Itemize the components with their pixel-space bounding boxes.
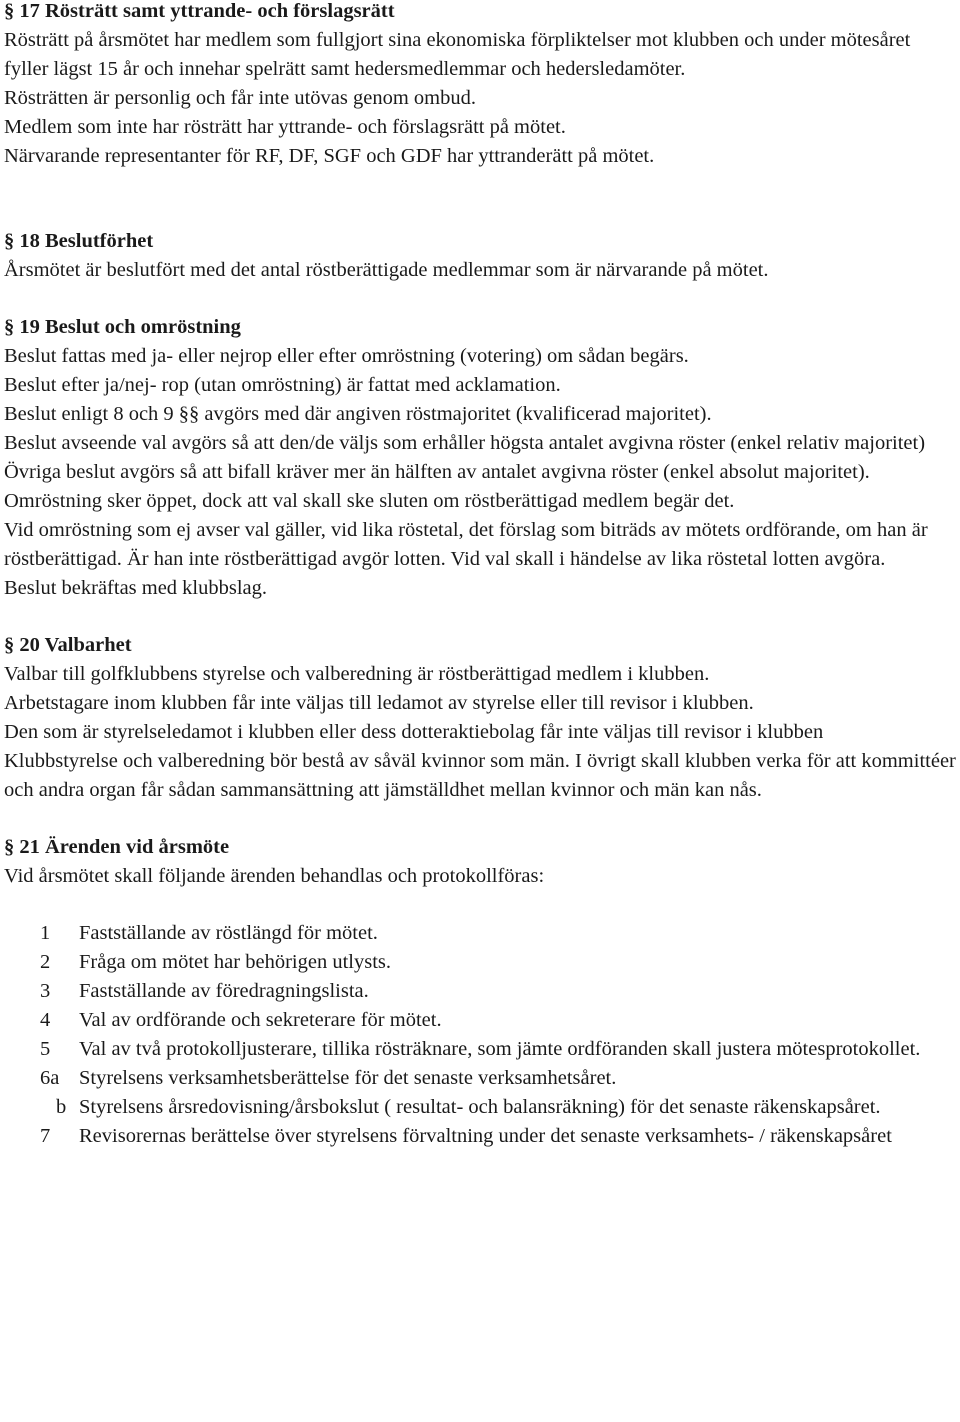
paragraph: Omröstning sker öppet, dock att val skall ske sluten om röstberättigad medlem begär det. <box>4 490 735 512</box>
section-heading: § 17 Rösträtt samt yttrande- och förslagsrätt <box>4 0 395 22</box>
list-item <box>4 919 959 948</box>
paragraph: Medlem som inte har rösträtt har yttrande- och förslagsrätt på mötet. <box>4 116 566 138</box>
list-item-number: b <box>56 1096 67 1118</box>
list-item <box>4 1122 959 1151</box>
list-item <box>4 1064 959 1093</box>
list-item-number: 7 <box>40 1125 51 1147</box>
list-item <box>4 948 959 977</box>
paragraph: Klubbstyrelse och valberedning bör bestå av såväl kvinnor som män. I övrigt skall klubben verka för att kommittéer och andra organ får sådan sammansättning att jämställdhet mellan kvinnor och män kan nås. <box>4 750 956 801</box>
section-spacer <box>4 285 959 313</box>
paragraph: Vid omröstning som ej avser val gäller, vid lika röstetal, det förslag som biträds av mötets ordförande, om han är röstberättigad. Är han inte röstberättigad avgör lotten. Vid val skall i händelse av lika röstetal lotten avgöra. <box>4 519 928 570</box>
section-20 <box>4 631 959 805</box>
paragraph: Beslut bekräftas med klubbslag. <box>4 577 268 599</box>
list-item-number: 3 <box>40 980 51 1002</box>
list-item <box>4 1035 959 1064</box>
paragraph: Beslut enligt 8 och 9 §§ avgörs med där angiven röstmajoritet (kvalificerad majoritet). <box>4 403 712 425</box>
list-item-text: Revisorernas berättelse över styrelsens förvaltning under det senaste verksamhets- / räkenskapsåret <box>79 1125 892 1147</box>
list-item-text: Styrelsens verksamhetsberättelse för det senaste verksamhetsåret. <box>79 1067 617 1089</box>
section-heading: § 21 Ärenden vid årsmöte <box>4 836 230 858</box>
list-item-number: 6a <box>40 1067 60 1089</box>
section-spacer <box>4 805 959 833</box>
paragraph: Beslut fattas med ja- eller nejrop eller efter omröstning (votering) om sådan begärs. <box>4 345 689 367</box>
list-item-text: Fastställande av föredragningslista. <box>79 980 369 1002</box>
list-item-number: 2 <box>40 951 51 973</box>
section-heading: § 18 Beslutförhet <box>4 230 154 252</box>
section-spacer <box>4 171 959 227</box>
paragraph: Vid årsmötet skall följande ärenden behandlas och protokollföras: <box>4 865 545 887</box>
paragraph: Rösträtten är personlig och får inte utövas genom ombud. <box>4 87 476 109</box>
paragraph: Beslut avseende val avgörs så att den/de väljs som erhåller högsta antalet avgivna röster (enkel relativ majoritet) <box>4 432 926 454</box>
list-item-number: 5 <box>40 1038 51 1060</box>
list-item-number: 4 <box>40 1009 51 1031</box>
paragraph: Rösträtt på årsmötet har medlem som fullgjort sina ekonomiska förpliktelser mot klubben och under mötesåret fyller lägst 15 år och innehar spelrätt samt hedersmedlemmar och hedersledamöter. <box>4 29 911 80</box>
paragraph: Närvarande representanter för RF, DF, SGF och GDF har yttranderätt på mötet. <box>4 145 655 167</box>
paragraph: Årsmötet är beslutfört med det antal röstberättigade medlemmar som är närvarande på mötet. <box>4 259 769 281</box>
document-page <box>4 0 959 1151</box>
section-19 <box>4 313 959 603</box>
section-18 <box>4 227 959 285</box>
paragraph: Arbetstagare inom klubben får inte väljas till ledamot av styrelse eller till revisor i klubben. <box>4 692 754 714</box>
list-item <box>4 1006 959 1035</box>
list-item <box>4 1093 959 1122</box>
paragraph: Den som är styrelseledamot i klubben eller dess dotteraktiebolag får inte väljas till revisor i klubben <box>4 721 824 743</box>
list-item-text: Fråga om mötet har behörigen utlysts. <box>79 951 391 973</box>
list-item-number: 1 <box>40 922 51 944</box>
section-spacer <box>4 603 959 631</box>
section-21 <box>4 833 959 1151</box>
paragraph: Övriga beslut avgörs så att bifall kräver mer än hälften av antalet avgivna röster (enkel absolut majoritet). <box>4 461 870 483</box>
paragraph: Valbar till golfklubbens styrelse och valberedning är röstberättigad medlem i klubben. <box>4 663 710 685</box>
list-item-text: Val av ordförande och sekreterare för mötet. <box>79 1009 442 1031</box>
list-item-text: Val av två protokolljusterare, tillika rösträknare, som jämte ordföranden skall justera mötesprotokollet. <box>79 1038 921 1060</box>
section-heading: § 20 Valbarhet <box>4 634 132 656</box>
agenda-list <box>4 919 959 1151</box>
section-heading: § 19 Beslut och omröstning <box>4 316 241 338</box>
section-17 <box>4 0 959 171</box>
list-item-text: Styrelsens årsredovisning/årsbokslut ( resultat- och balansräkning) för det senaste räkenskapsåret. <box>79 1096 881 1118</box>
list-item <box>4 977 959 1006</box>
list-item-text: Fastställande av röstlängd för mötet. <box>79 922 378 944</box>
paragraph: Beslut efter ja/nej- rop (utan omröstning) är fattat med acklamation. <box>4 374 561 396</box>
